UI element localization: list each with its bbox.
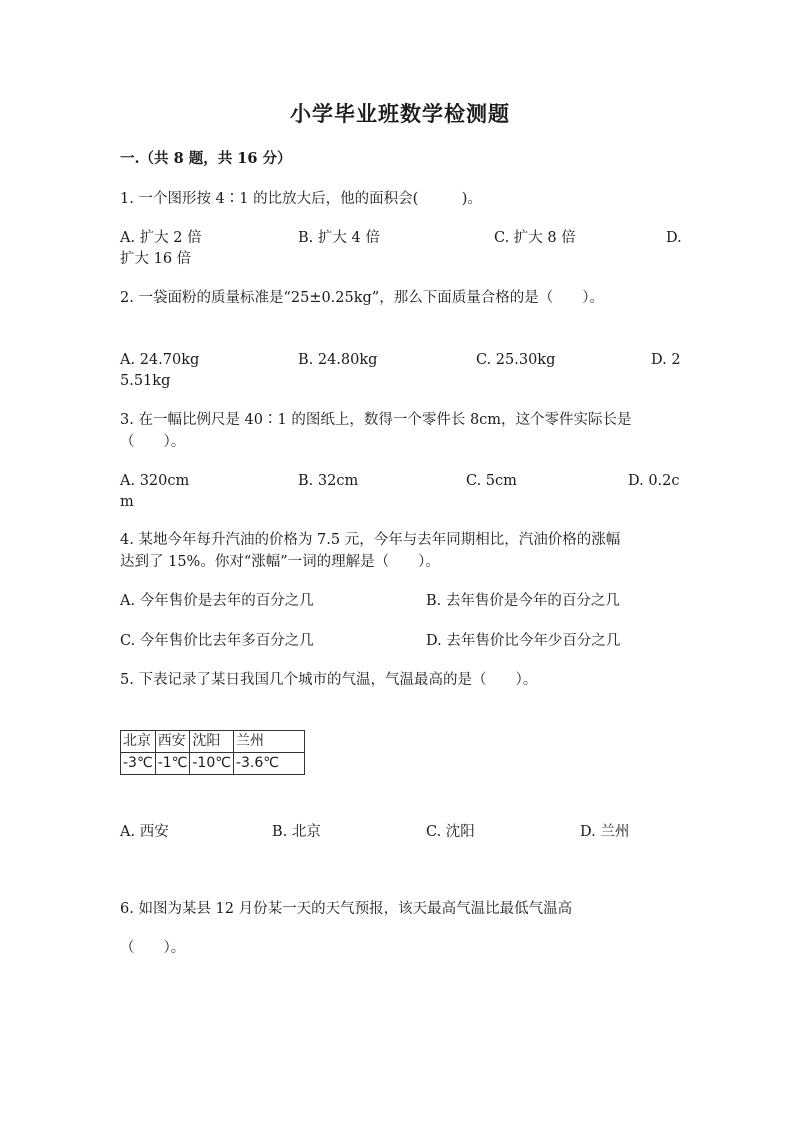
temperature-table bbox=[120, 730, 305, 775]
question-3-stem-line-2: （ ）。 bbox=[120, 434, 186, 450]
question-3-option-d: D. 0.2c bbox=[628, 473, 680, 489]
question-4-option-a: A. 今年售价是去年的百分之几 bbox=[120, 593, 314, 609]
table-header-cell: 西安 bbox=[155, 731, 190, 753]
question-1-option-b: B. 扩大 4 倍 bbox=[298, 230, 380, 246]
table-value-cell: -3℃ bbox=[121, 753, 156, 775]
question-6-stem-line-1: 6. 如图为某县 12 月份某一天的天气预报，该天最高气温比最低气温高 bbox=[120, 901, 573, 917]
question-1-option-d-wrap: 扩大 16 倍 bbox=[120, 251, 192, 267]
question-4-option-d: D. 去年售价比今年少百分之几 bbox=[426, 633, 621, 649]
question-6-stem-line-2: （ ）。 bbox=[120, 940, 186, 956]
question-3-option-a: A. 320cm bbox=[120, 473, 190, 489]
question-5-stem: 5. 下表记录了某日我国几个城市的气温，气温最高的是（ ）。 bbox=[120, 672, 538, 688]
table-header-cell: 沈阳 bbox=[190, 731, 234, 753]
question-4-option-b: B. 去年售价是今年的百分之几 bbox=[426, 593, 620, 609]
question-1-option-d: D. bbox=[666, 230, 682, 246]
table-header-cell: 兰州 bbox=[233, 731, 304, 753]
question-1-stem: 1. 一个图形按 4∶1 的比放大后，他的面积会( )。 bbox=[120, 191, 482, 207]
question-4-stem-line-2: 达到了 15%。你对“涨幅”一词的理解是（ ）。 bbox=[120, 554, 440, 570]
question-5-option-a: A. 西安 bbox=[120, 824, 169, 840]
question-1-option-c: C. 扩大 8 倍 bbox=[494, 230, 576, 246]
table-header-cell: 北京 bbox=[121, 731, 156, 753]
question-3-stem-line-1: 3. 在一幅比例尺是 40∶1 的图纸上，数得一个零件长 8cm，这个零件实际长是 bbox=[120, 412, 632, 428]
question-2-option-c: C. 25.30kg bbox=[476, 352, 556, 368]
question-3-option-c: C. 5cm bbox=[466, 473, 517, 489]
question-5-option-b: B. 北京 bbox=[272, 824, 321, 840]
question-3-option-b: B. 32cm bbox=[298, 473, 359, 489]
question-2-stem: 2. 一袋面粉的质量标准是“25±0.25kg”，那么下面质量合格的是（ ）。 bbox=[120, 290, 604, 306]
section-heading: 一.（共 8 题，共 16 分） bbox=[120, 150, 292, 167]
question-2-option-b: B. 24.80kg bbox=[298, 352, 378, 368]
question-4-option-c: C. 今年售价比去年多百分之几 bbox=[120, 633, 314, 649]
question-3-option-d-wrap: m bbox=[120, 494, 134, 510]
temperature-table-header-row bbox=[121, 731, 305, 753]
table-value-cell: -3.6℃ bbox=[233, 753, 304, 775]
question-2-option-a: A. 24.70kg bbox=[120, 352, 200, 368]
question-5-option-d: D. 兰州 bbox=[580, 824, 630, 840]
question-1-option-a: A. 扩大 2 倍 bbox=[120, 230, 202, 246]
question-4-stem-line-1: 4. 某地今年每升汽油的价格为 7.5 元，今年与去年同期相比，汽油价格的涨幅 bbox=[120, 532, 621, 548]
page-title: 小学毕业班数学检测题 bbox=[290, 101, 510, 126]
question-2-option-d-wrap: 5.51kg bbox=[120, 373, 171, 389]
table-value-cell: -1℃ bbox=[155, 753, 190, 775]
temperature-table-value-row bbox=[121, 753, 305, 775]
question-2-option-d: D. 2 bbox=[651, 352, 681, 368]
question-5-option-c: C. 沈阳 bbox=[426, 824, 475, 840]
table-value-cell: -10℃ bbox=[190, 753, 234, 775]
